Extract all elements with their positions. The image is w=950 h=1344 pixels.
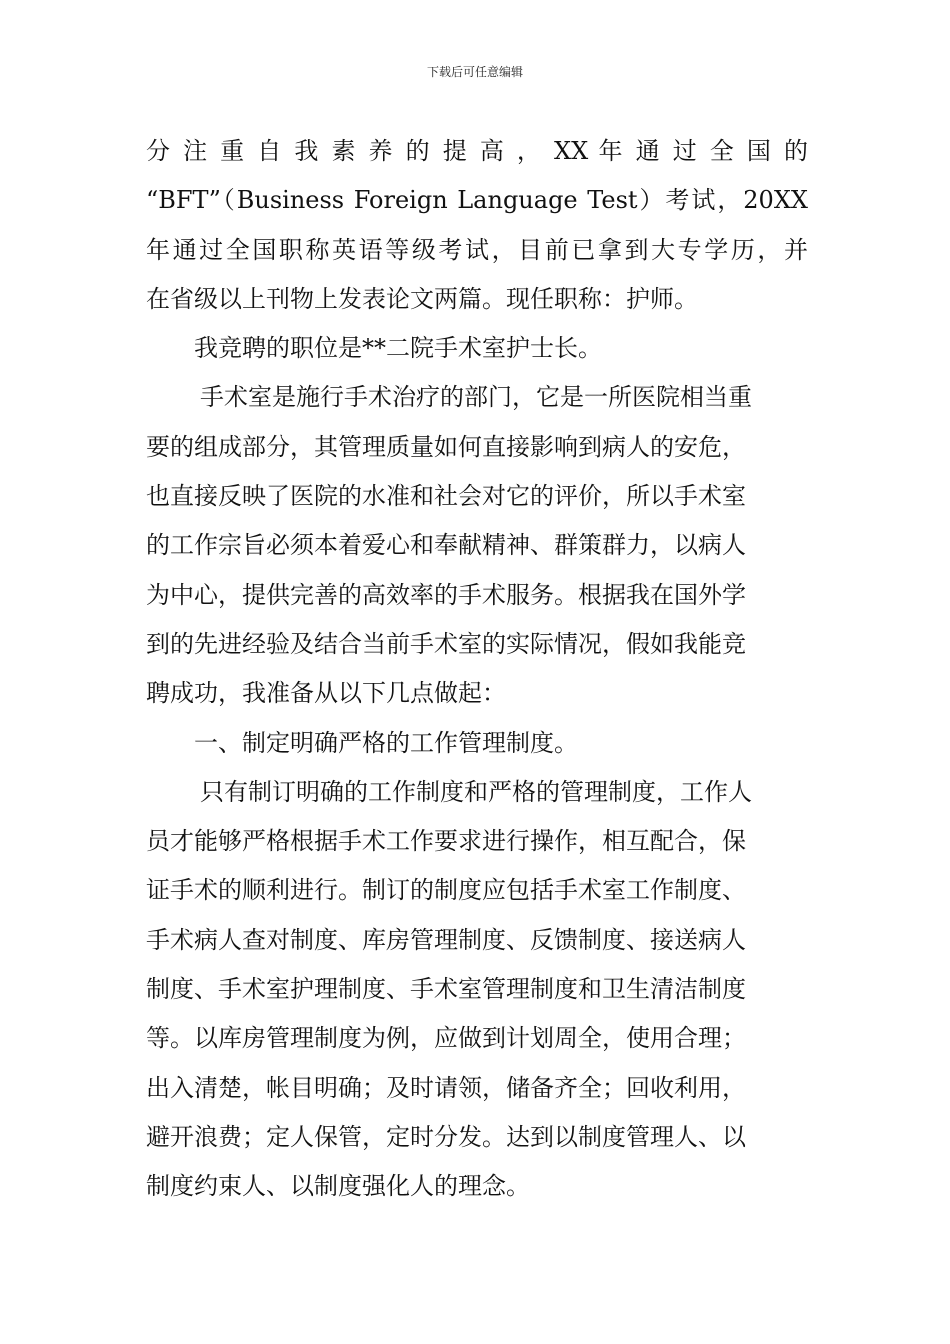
- text-line: 证手术的顺利进行。制订的制度应包括手术室工作制度、: [146, 876, 746, 905]
- text-line: 为中心，提供完善的高效率的手术服务。根据我在国外学: [146, 580, 746, 609]
- text-line: 也直接反映了医院的水准和社会对它的评价，所以手术室: [146, 482, 746, 511]
- text-line: 制度、手术室护理制度、手术室管理制度和卫生清洁制度: [146, 975, 746, 1004]
- text-line: 聘成功，我准备从以下几点做起：: [146, 679, 506, 708]
- text-line: 等。以库房管理制度为例，应做到计划周全，使用合理；: [146, 1024, 746, 1053]
- text-line: 出入清楚，帐目明确；及时请领，储备齐全；回收利用，: [146, 1073, 746, 1102]
- text-line: 一、制定明确严格的工作管理制度。: [194, 728, 578, 757]
- text-line: 的工作宗旨必须本着爱心和奉献精神、群策群力，以病人: [146, 531, 746, 560]
- text-line: 手术病人查对制度、库房管理制度、反馈制度、接送病人: [146, 925, 746, 954]
- text-line: 手术室是施行手术治疗的部门，它是一所医院相当重: [200, 383, 752, 412]
- header-note: 下载后可任意编辑: [426, 65, 523, 79]
- text-line: 要的组成部分，其管理质量如何直接影响到病人的安危，: [146, 432, 746, 461]
- text-line: 只有制订明确的工作制度和严格的管理制度，工作人: [200, 777, 752, 806]
- text-line: 在省级以上刊物上发表论文两篇。现任职称：护师。: [146, 284, 698, 313]
- text-line: 制度约束人、以制度强化人的理念。: [146, 1172, 530, 1201]
- text-line: 到的先进经验及结合当前手术室的实际情况，假如我能竞: [146, 629, 746, 658]
- text-line: 我竞聘的职位是**二院手术室护士长。: [194, 334, 602, 363]
- text-line: 员才能够严格根据手术工作要求进行操作，相互配合，保: [146, 827, 746, 856]
- text-line: 年通过全国职称英语等级考试，目前已拿到大专学历，并: [146, 235, 808, 264]
- body-text: [146, 127, 808, 1212]
- text-line: 分 注 重 自 我 素 养 的 提 高 ， XX 年 通 过 全 国 的: [146, 137, 808, 165]
- text-line: “BFT”（Business Foreign Language Test）考试，20XX: [146, 186, 808, 215]
- text-line: 避开浪费；定人保管，定时分发。达到以制度管理人、以: [146, 1122, 746, 1151]
